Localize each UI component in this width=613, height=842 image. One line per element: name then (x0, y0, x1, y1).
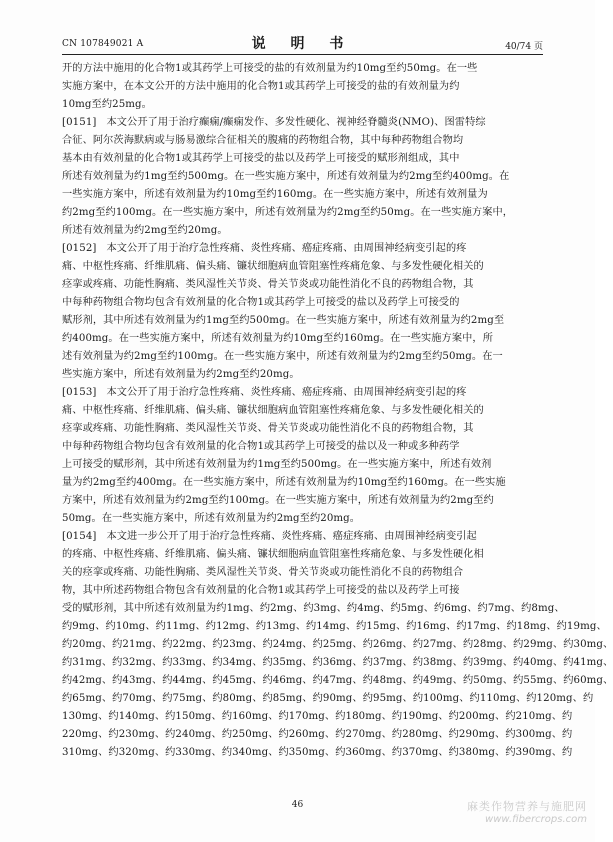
text-line (62, 492, 532, 510)
line-text: 物，其中所述药物组合物包含有效剂量的化合物1或其药学上可接受的盐以及药学上可接 (62, 585, 460, 596)
line-text: 所述有效剂量为约2mg至约20mg。 (62, 225, 228, 236)
line-text: 50mg。在一些实施方案中，所述有效剂量为约2mg至约20mg。 (62, 513, 361, 524)
text-line (62, 726, 573, 744)
text-line (62, 312, 532, 330)
text-line (62, 510, 532, 528)
watermark-text: 麻类作物营养与施肥网 (467, 800, 587, 813)
watermark (467, 800, 587, 826)
header-rule (62, 54, 543, 55)
text-line (62, 384, 532, 402)
text-line (62, 708, 573, 726)
text-line (62, 276, 532, 294)
line-text: 些实施方案中，所述有效剂量为约2mg至约20mg。 (62, 369, 300, 380)
paragraph-number: [0154] (62, 531, 97, 542)
line-text: 约20mg、约21mg、约22mg、约23mg、约24mg、约25mg、约26mg、约27mg、约28mg、约29mg、约30mg、 (62, 639, 613, 650)
line-text: 的疼痛、中枢性疼痛、纤维肌痛、偏头痛、镰状细胞病血管阻塞性疼痛危象、与多发性硬化相 (62, 549, 484, 560)
text-line (62, 186, 532, 204)
line-text: 本文公开了用于治疗急性疼痛、炎性疼痛、癌症疼痛、由周围神经病变引起的疼 (106, 243, 467, 254)
text-line (62, 60, 532, 78)
line-text: 赋形剂，其中所述有效剂量为约1mg至约500mg。在一些实施方案中，所述有效剂量为约2mg至 (62, 315, 505, 326)
line-text: 关的痉挛或疼痛、功能性胸痛、类风湿性关节炎、骨关节炎或功能性消化不良的药物组合 (62, 567, 464, 578)
page-of-total: 40/74 页 (505, 42, 543, 52)
text-line (62, 564, 532, 582)
paragraph-number: [0152] (62, 243, 97, 254)
text-line (62, 240, 532, 258)
line-text: 合征、阿尔茨海默病或与肠易激综合征相关的腹痛的药物组合物，其中每种药物组合物均 (62, 135, 464, 146)
line-text: 所述有效剂量为约1mg至约500mg。在一些实施方案中，所述有效剂量为约2mg至约400mg。在 (62, 171, 510, 182)
line-text: 约65mg、约70mg、约75mg、约80mg、约85mg、约90mg、约95mg、约100mg、约110mg、约120mg、约 (62, 693, 594, 704)
text-line (62, 690, 594, 708)
line-text: 痛、中枢性疼痛、纤维肌痛、偏头痛、镰状细胞病血管阻塞性疼痛危象、与多发性硬化相关的 (62, 405, 484, 416)
text-line (62, 132, 532, 150)
line-text: 受的赋形剂，其中所述有效剂量为约1mg、约2mg、约3mg、约4mg、约5mg、约6mg、约7mg、约8mg、 (62, 603, 565, 614)
line-text: 上可接受的赋形剂，其中所述有效剂量为约1mg至约500mg。在一些实施方案中，所述有效剂 (62, 459, 492, 470)
line-text: 基本由有效剂量的化合物1或其药学上可接受的盐以及药学上可接受的赋形剂组成，其中 (62, 153, 460, 164)
doc-title: 说 明 书 (251, 36, 354, 52)
line-text: 本文公开了用于治疗癫痫/癫痫发作、多发性硬化、视神经脊髓炎(NMO)、图雷特综 (106, 117, 486, 128)
line-text: 开的方法中施用的化合物1或其药学上可接受的盐的有效剂量为约10mg至约50mg。在一些 (62, 63, 478, 74)
text-line (62, 258, 532, 276)
text-line (62, 474, 532, 492)
text-line (62, 96, 532, 114)
text-line (62, 600, 565, 618)
line-text: 约42mg、约43mg、约44mg、约45mg、约46mg、约47mg、约48mg、约49mg、约50mg、约55mg、约60mg、 (62, 675, 613, 686)
text-line (62, 78, 532, 96)
text-line (62, 546, 532, 564)
line-text: 痉挛或疼痛、功能性胸痛、类风湿性关节炎、骨关节炎或功能性消化不良的药物组合物，其 (62, 423, 474, 434)
line-text: 痛、中枢性疼痛、纤维肌痛、偏头痛、镰状细胞病血管阻塞性疼痛危象、与多发性硬化相关的 (62, 261, 484, 272)
line-text: 10mg至约25mg。 (62, 99, 152, 110)
line-text: 约400mg。在一些实施方案中，所述有效剂量为约10mg至约160mg。在一些实施方案中，所 (62, 333, 493, 344)
text-line (62, 348, 532, 366)
line-text: 量为约2mg至约400mg。在一些实施方案中，所述有效剂量为约10mg至约160mg。在一些实施 (62, 477, 506, 488)
text-line (62, 222, 532, 240)
text-line (62, 456, 532, 474)
line-text: 310mg、约320mg、约330mg、约340mg、约350mg、约360mg、约370mg、约380mg、约390mg、约 (62, 747, 573, 758)
text-line (62, 114, 532, 132)
line-text: 130mg、约140mg、约150mg、约160mg、约170mg、约180mg、约190mg、约200mg、约210mg、约 (62, 711, 573, 722)
line-text: 痉挛或疼痛、功能性胸痛、类风湿性关节炎、骨关节炎或功能性消化不良的药物组合物，其 (62, 279, 474, 290)
line-text: 约2mg至约100mg。在一些实施方案中，所述有效剂量为约2mg至约50mg。在一些实施方案中， (62, 207, 514, 218)
line-text: 中每种药物组合物均包含有效剂量的化合物1或其药学上可接受的盐以及一种或多种药学 (62, 441, 460, 452)
text-line (62, 294, 532, 312)
paragraph-number: [0153] (62, 387, 97, 398)
line-text: 本文公开了用于治疗急性疼痛、炎性疼痛、癌症疼痛、由周围神经病变引起的疼 (106, 387, 467, 398)
line-text: 一些实施方案中，所述有效剂量为约10mg至约160mg。在一些实施方案中，所述有效剂量为 (62, 189, 488, 200)
line-text: 中每种药物组合物均包含有效剂量的化合物1或其药学上可接受的盐以及药学上可接受的 (62, 297, 460, 308)
text-line (62, 744, 573, 762)
document-body (62, 60, 613, 762)
text-line (62, 366, 532, 384)
text-line (62, 420, 532, 438)
line-text: 实施方案中，在本文公开的方法中施用的化合物1或其药学上可接受的盐的有效剂量为约 (62, 81, 460, 92)
line-text: 述有效剂量为约2mg至约100mg。在一些实施方案中，所述有效剂量为约2mg至约50mg。在一 (62, 351, 503, 362)
line-text: 方案中，所述有效剂量为约2mg至约100mg。在一些实施方案中，所述有效剂量为约2mg至约 (62, 495, 494, 506)
text-line (62, 618, 607, 636)
text-line (62, 402, 532, 420)
text-line (62, 528, 532, 546)
text-line (62, 672, 613, 690)
line-text: 本文进一步公开了用于治疗急性疼痛、炎性疼痛、癌症疼痛、由周围神经病变引起 (106, 531, 477, 542)
page-number: 46 (291, 800, 304, 810)
text-line (62, 582, 532, 600)
text-line (62, 204, 532, 222)
paragraph-number: [0151] (62, 117, 97, 128)
text-line (62, 636, 613, 654)
text-line (62, 654, 613, 672)
text-line (62, 438, 532, 456)
text-line (62, 150, 532, 168)
watermark-url: www.fibercrops.com (485, 814, 587, 825)
line-text: 约9mg、约10mg、约11mg、约12mg、约13mg、约14mg、约15mg、约16mg、约17mg、约18mg、约19mg、 (62, 621, 607, 632)
text-line (62, 330, 532, 348)
doc-number: CN 107849021 A (62, 39, 144, 49)
page-header (62, 29, 543, 55)
text-line (62, 168, 532, 186)
line-text: 约31mg、约32mg、约33mg、约34mg、约35mg、约36mg、约37mg、约38mg、约39mg、约40mg、约41mg、 (62, 657, 613, 668)
line-text: 220mg、约230mg、约240mg、约250mg、约260mg、约270mg、约280mg、约290mg、约300mg、约 (62, 729, 573, 740)
